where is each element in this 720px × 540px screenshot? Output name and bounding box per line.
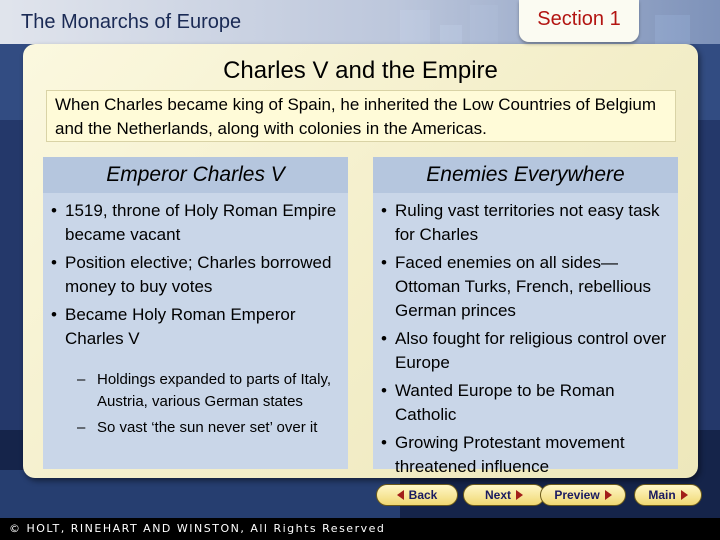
footer-bar	[0, 518, 720, 540]
section-label: Section 1	[537, 8, 621, 30]
list-item: • Faced enemies on all sides—Ottoman Turks, French, rebellious German princes	[381, 253, 652, 320]
list-item: • Growing Protestant movement threatened influence	[381, 433, 625, 476]
list-item: • 1519, throne of Holy Roman Empire became vacant	[51, 201, 337, 244]
sub-list-item: – So vast ‘the sun never set’ over it	[77, 419, 318, 436]
main-button[interactable]: Main	[634, 484, 702, 506]
chapter-title: The Monarchs of Europe	[21, 11, 242, 33]
arrow-right-icon	[605, 490, 612, 500]
slide-title: Charles V and the Empire	[223, 57, 498, 84]
sub-list-item: – Holdings expanded to parts of Italy, Austria, various German states	[77, 371, 332, 410]
section-tab	[519, 0, 639, 42]
list-item: • Became Holy Roman Emperor Charles V	[51, 305, 296, 348]
back-button[interactable]: Back	[376, 484, 458, 506]
list-item: • Also fought for religious control over Europe	[381, 329, 667, 372]
list-item: • Wanted Europe to be Roman Catholic	[381, 381, 615, 424]
left-column	[43, 157, 348, 469]
arrow-right-icon	[681, 490, 688, 500]
content-card	[23, 44, 698, 478]
intro-box: When Charles became king of Spain, he inherited the Low Countries of Belgium and the Netherlands, along with colonies in the Americas.	[46, 90, 676, 142]
left-column-heading: Emperor Charles V	[43, 157, 348, 193]
copyright-notice: © HOLT, RINEHART AND WINSTON, All Rights Reserved	[9, 522, 386, 535]
next-button[interactable]: Next	[463, 484, 545, 506]
right-column-heading: Enemies Everywhere	[373, 157, 678, 193]
list-item: • Position elective; Charles borrowed money to buy votes	[51, 253, 332, 296]
preview-button[interactable]: Preview	[540, 484, 626, 506]
arrow-left-icon	[397, 490, 404, 500]
arrow-right-icon	[516, 490, 523, 500]
right-column	[373, 157, 678, 476]
list-item: • Ruling vast territories not easy task for Charles	[381, 201, 660, 244]
navigation-bar	[376, 484, 702, 508]
